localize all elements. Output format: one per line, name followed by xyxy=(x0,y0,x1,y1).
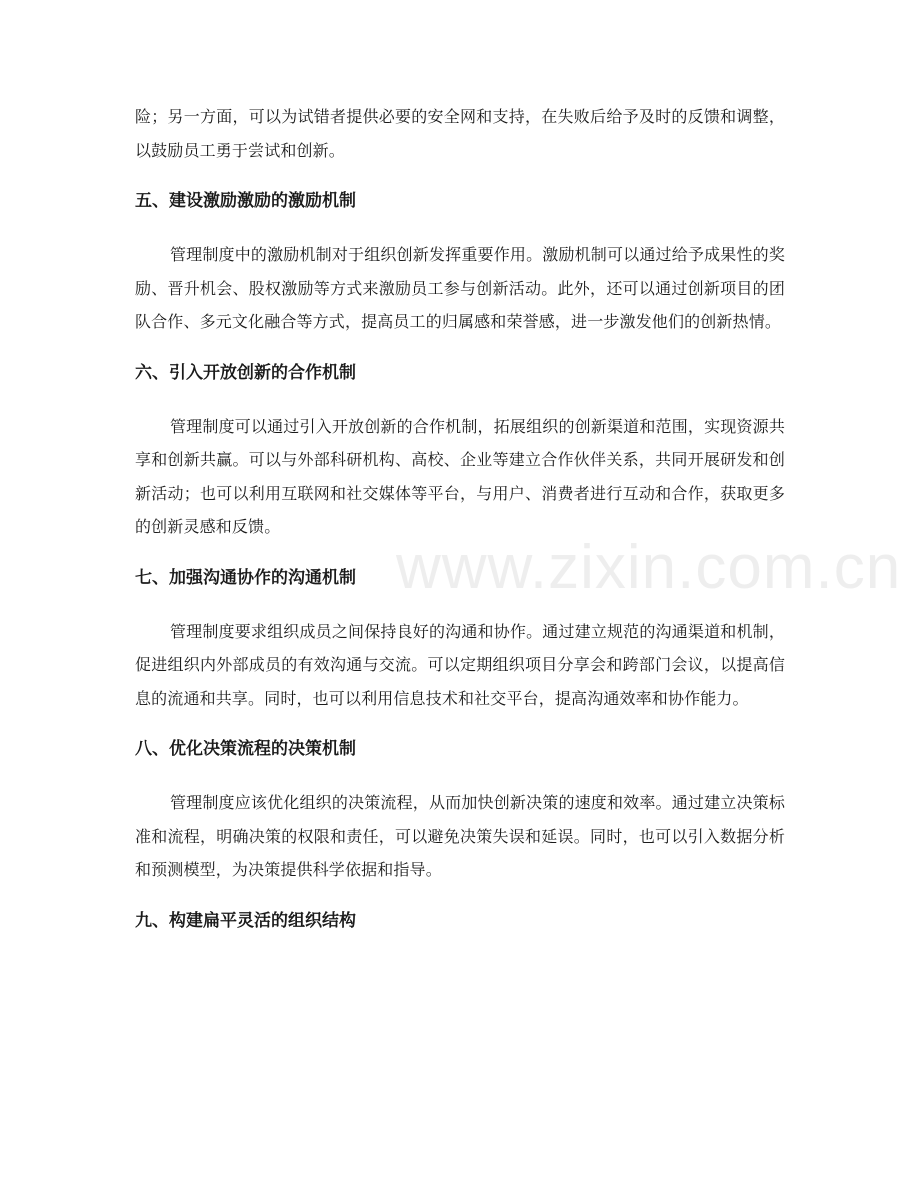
heading-section-6: 六、引入开放创新的合作机制 xyxy=(135,362,356,383)
watermark-text: www.zixin.com.cn xyxy=(396,533,902,602)
heading-section-9: 九、构建扁平灵活的组织结构 xyxy=(135,910,356,931)
document-body xyxy=(135,100,785,938)
paragraph-section-5: 管理制度中的激励机制对于组织创新发挥重要作用。激励机制可以通过给予成果性的奖励、晋升机会、股权激励等方式来激励员工参与创新活动。此外，还可以通过创新项目的团队合作、多元文化融合等方式，提高员工的归属感和荣誉感，进一步激发他们的创新热情。 xyxy=(135,245,785,331)
paragraph-section-8: 管理制度应该优化组织的决策流程，从而加快创新决策的速度和效率。通过建立决策标准和流程，明确决策的权限和责任，可以避免决策失误和延误。同时，也可以引入数据分析和预测模型，为决策提供科学依据和指导。 xyxy=(135,793,785,879)
heading-section-8: 八、优化决策流程的决策机制 xyxy=(135,739,356,759)
paragraph-section-7: 管理制度要求组织成员之间保持良好的沟通和协作。通过建立规范的沟通渠道和机制，促进组织内外部成员的有效沟通与交流。可以定期组织项目分享会和跨部门会议，以提高信息的流通和共享。同时，也可以利用信息技术和社交平台，提高沟通效率和协作能力。 xyxy=(135,621,785,708)
paragraph-intro: 险；另一方面，可以为试错者提供必要的安全网和支持，在失败后给予及时的反馈和调整，以鼓励员工勇于尝试和创新。 xyxy=(135,107,785,160)
heading-section-5: 五、建设激励激励的激励机制 xyxy=(135,191,356,211)
paragraph-section-6: 管理制度可以通过引入开放创新的合作机制，拓展组织的创新渠道和范围，实现资源共享和创新共赢。可以与外部科研机构、高校、企业等建立合作伙伴关系，共同开展研发和创新活动；也可以利用互联网和社交媒体等平台，与用户、消费者进行互动和合作，获取更多的创新灵感和反馈。 xyxy=(135,416,785,536)
heading-section-7: 七、加强沟通协作的沟通机制 xyxy=(135,567,356,588)
